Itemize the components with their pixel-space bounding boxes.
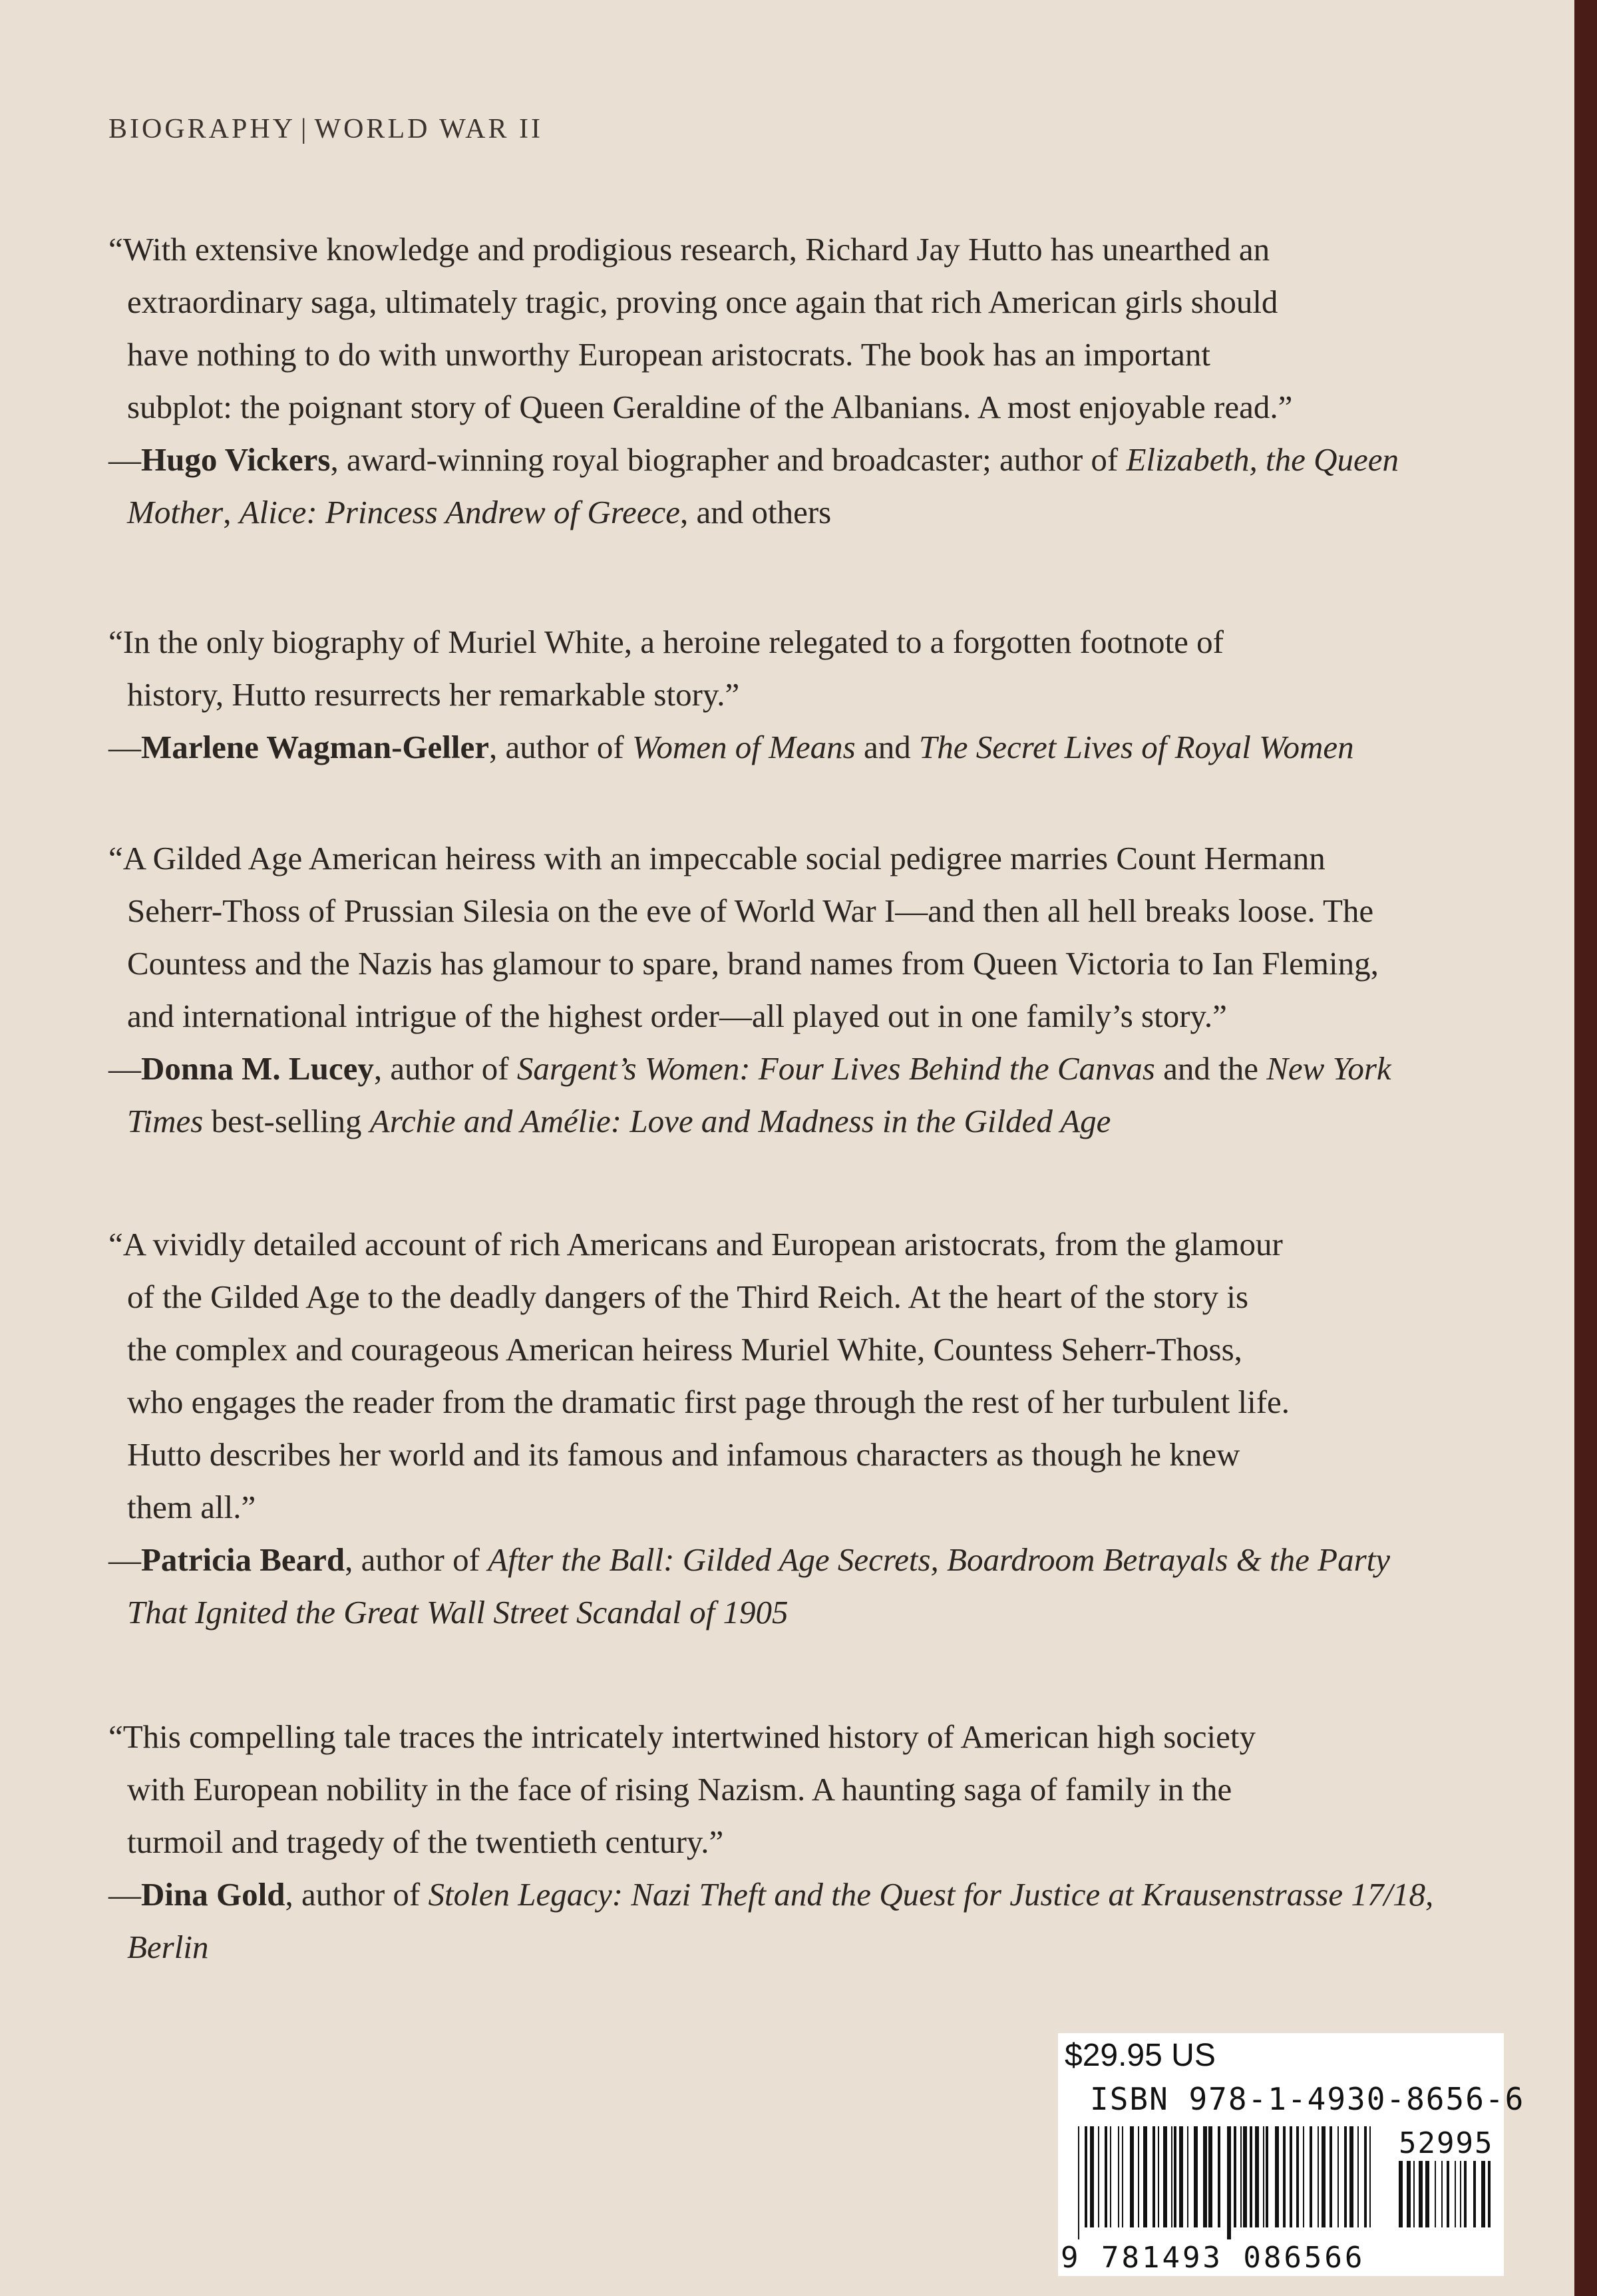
- category-separator: |: [301, 114, 309, 144]
- blurb-donna-lucey: [108, 832, 1453, 1147]
- barcode-bar: [1435, 2161, 1436, 2227]
- quote-line: history, Hutto resurrects her remarkable story.”: [127, 676, 740, 713]
- endorser-name: Dina Gold: [141, 1876, 285, 1913]
- barcode-bar: [1174, 2126, 1176, 2227]
- barcode-bar: [1473, 2161, 1476, 2227]
- barcode-bar: [1171, 2126, 1172, 2227]
- quote-line: and international intrigue of the highest order—all played out in one family’s story.”: [127, 998, 1227, 1034]
- blurb-dina-gold: [108, 1710, 1453, 1973]
- credit-text: ,: [223, 494, 240, 530]
- attribution-dash: —: [108, 729, 141, 765]
- barcode-bar: [1179, 2126, 1183, 2227]
- barcode-bar: [1118, 2126, 1119, 2227]
- credit-text: , author of: [489, 729, 632, 765]
- blurb-attribution: [108, 721, 1453, 773]
- barcode-bar: [1275, 2126, 1279, 2227]
- barcode-bar: [1187, 2126, 1188, 2227]
- barcode-bar: [1122, 2126, 1123, 2227]
- barcode-bar: [1481, 2161, 1485, 2227]
- blurb-attribution: [108, 1533, 1453, 1638]
- barcode-bar: [1296, 2126, 1299, 2227]
- barcode-bar: [1303, 2126, 1304, 2227]
- quote-line: Countess and the Nazis has glamour to spare, brand names from Queen Victoria to Ian Fleming,: [127, 945, 1379, 982]
- quote-line: the complex and courageous American heiress Muriel White, Countess Seherr-Thoss,: [127, 1331, 1242, 1368]
- barcode-bar: [1310, 2126, 1312, 2227]
- barcode-bar: [1266, 2126, 1268, 2227]
- endorser-name: Marlene Wagman-Geller: [141, 729, 489, 765]
- barcode-bar: [1143, 2126, 1147, 2227]
- barcode-bar: [1153, 2126, 1155, 2227]
- barcode-bar: [1364, 2126, 1367, 2227]
- barcode-bar: [1250, 2126, 1252, 2227]
- blurb-attribution: [108, 1868, 1453, 1973]
- barcode-bar: [1283, 2126, 1286, 2227]
- quote-line: have nothing to do with unworthy European aristocrats. The book has an important: [127, 336, 1211, 373]
- blurb-hugo-vickers: [108, 223, 1453, 538]
- barcode-bar: [1447, 2161, 1449, 2227]
- blurb-attribution: [108, 1042, 1453, 1147]
- barcode-bar: [1425, 2161, 1429, 2227]
- barcode-bar: [1098, 2126, 1099, 2227]
- blurb-attribution: [108, 433, 1453, 538]
- credit-text: and: [855, 729, 919, 765]
- barcode-bar: [1255, 2126, 1259, 2227]
- book-title: Stolen Legacy: Nazi Theft and the Quest for Justice at Krausenstrasse 17/18, Berlin: [127, 1876, 1434, 1965]
- barcode-bar: [1357, 2126, 1359, 2227]
- quote-line: Seherr-Thoss of Prussian Silesia on the eve of World War I—and then all hell breaks loose. The: [127, 892, 1374, 929]
- blurb-quote: [108, 1710, 1453, 1868]
- quote-line: with European nobility in the face of rising Nazism. A haunting saga of family in the: [127, 1771, 1232, 1808]
- blurb-marlene-wagman-geller: [108, 616, 1453, 773]
- barcode-bar: [1419, 2161, 1423, 2227]
- quote-line: subplot: the poignant story of Queen Geraldine of the Albanians. A most enjoyable read.”: [127, 389, 1293, 425]
- barcode-bar: [1488, 2161, 1491, 2227]
- blurb-quote: [108, 1218, 1453, 1533]
- quote-line: extraordinary saga, ultimately tragic, proving once again that rich American girls should: [127, 284, 1278, 320]
- book-title: New York Times: [127, 1050, 1391, 1139]
- quote-line: Hutto describes her world and its famous and infamous characters as though he knew: [127, 1436, 1240, 1473]
- barcode-bar: [1369, 2126, 1371, 2227]
- attribution-dash: —: [108, 1050, 141, 1087]
- credit-text: , author of: [373, 1050, 517, 1087]
- credit-text: , award-winning royal biographer and broadcaster; author of: [330, 441, 1127, 478]
- barcode-bar: [1337, 2126, 1339, 2227]
- barcode-bar: [1090, 2126, 1094, 2227]
- barcode-bar: [1407, 2161, 1411, 2227]
- endorser-name: Patricia Beard: [141, 1541, 345, 1578]
- barcode-bar: [1243, 2126, 1247, 2227]
- barcode-bar: [1203, 2126, 1207, 2227]
- isbn-label: ISBN 978-1-4930-8656-6: [1090, 2081, 1525, 2117]
- quote-line: “A vividly detailed account of rich Americans and European aristocrats, from the glamour: [108, 1226, 1283, 1262]
- barcode-bar: [1130, 2126, 1134, 2227]
- credit-text: , and others: [679, 494, 832, 530]
- endorser-credit: [127, 1876, 1433, 1965]
- quote-line: “With extensive knowledge and prodigious research, Richard Jay Hutto has unearthed an: [108, 231, 1270, 268]
- addon-price-code: 52995: [1399, 2126, 1494, 2160]
- barcode-bar: [1194, 2126, 1198, 2227]
- quote-line: “A Gilded Age American heiress with an impeccable social pedigree marries Count Hermann: [108, 840, 1326, 876]
- barcode-bar: [1460, 2161, 1461, 2227]
- quote-line: who engages the reader from the dramatic first page through the rest of her turbulent life.: [127, 1384, 1290, 1420]
- credit-text: best-selling: [203, 1103, 370, 1139]
- book-title: Sargent’s Women: Four Lives Behind the Canvas: [516, 1050, 1155, 1087]
- book-title: After the Ball: Gilded Age Secrets, Boardroom Betrayals & the Party That Ignited the Great Wall Street Scandal of 1905: [127, 1541, 1391, 1630]
- book-title: Alice: Princess Andrew of Greece: [239, 494, 680, 530]
- barcode-bar: [1227, 2126, 1231, 2239]
- barcode-bar: [1263, 2126, 1264, 2227]
- credit-text: , author of: [285, 1876, 429, 1913]
- quote-line: turmoil and tragedy of the twentieth century.”: [127, 1823, 724, 1860]
- blurb-quote: [108, 223, 1453, 433]
- barcode-bar: [1085, 2126, 1087, 2227]
- credit-text: and the: [1154, 1050, 1267, 1087]
- barcode-bar: [1413, 2161, 1415, 2227]
- category-world-war: WORLD WAR II: [314, 114, 543, 144]
- endorser-name: Hugo Vickers: [141, 441, 331, 478]
- barcode-bar: [1218, 2126, 1220, 2227]
- quote-line: “In the only biography of Muriel White, a heroine relegated to a forgotten footnote of: [108, 624, 1224, 660]
- addon-barcode: [1399, 2161, 1492, 2239]
- barcode-bar: [1441, 2161, 1443, 2227]
- barcode-bar: [1158, 2126, 1159, 2227]
- book-title: Women of Means: [632, 729, 856, 765]
- barcode-bar: [1455, 2161, 1456, 2227]
- barcode-bar: [1208, 2126, 1212, 2227]
- blurb-patricia-beard: [108, 1218, 1453, 1638]
- category-label: [108, 113, 543, 145]
- barcode-bar: [1078, 2126, 1079, 2239]
- barcode-bar: [1110, 2126, 1111, 2227]
- quote-line: of the Gilded Age to the deadly dangers of the Third Reich. At the heart of the story is: [127, 1278, 1249, 1315]
- quote-line: “This compelling tale traces the intricately intertwined history of American high society: [108, 1718, 1256, 1755]
- book-title: Elizabeth, the Queen Mother: [127, 441, 1399, 530]
- barcode-bar: [1138, 2126, 1139, 2227]
- barcode-bar: [1322, 2126, 1326, 2227]
- barcode-box: [1058, 2033, 1525, 2276]
- book-title: The Secret Lives of Royal Women: [918, 729, 1354, 765]
- quote-line: them all.”: [127, 1489, 256, 1525]
- barcode-bar: [1290, 2126, 1292, 2227]
- barcode-bar: [1318, 2126, 1319, 2227]
- blurb-quote: [108, 832, 1453, 1042]
- attribution-dash: —: [108, 1876, 141, 1913]
- endorser-name: Donna M. Lucey: [141, 1050, 374, 1087]
- ean-digits: 9 781493 086566: [1061, 2241, 1365, 2275]
- book-title: Archie and Amélie: Love and Madness in the Gilded Age: [369, 1103, 1111, 1139]
- barcode-bar: [1330, 2126, 1332, 2227]
- barcode-bar: [1399, 2161, 1403, 2227]
- barcode-bar: [1240, 2126, 1242, 2227]
- blurb-quote: [108, 616, 1453, 721]
- barcode-bar: [1349, 2126, 1353, 2227]
- barcode-bar: [1464, 2161, 1467, 2227]
- endorser-credit: [489, 729, 1354, 765]
- attribution-dash: —: [108, 1541, 141, 1578]
- price-label: $29.95 US: [1065, 2038, 1216, 2073]
- barcode-bar: [1105, 2126, 1107, 2227]
- credit-text: , author of: [345, 1541, 488, 1578]
- spine-edge: [1574, 0, 1597, 2296]
- attribution-dash: —: [108, 441, 141, 478]
- barcode-bar: [1344, 2126, 1347, 2227]
- ean-barcode: [1078, 2126, 1377, 2239]
- barcode-bar: [1163, 2126, 1167, 2227]
- category-biography: BIOGRAPHY: [108, 114, 296, 144]
- barcode-bar: [1234, 2126, 1236, 2227]
